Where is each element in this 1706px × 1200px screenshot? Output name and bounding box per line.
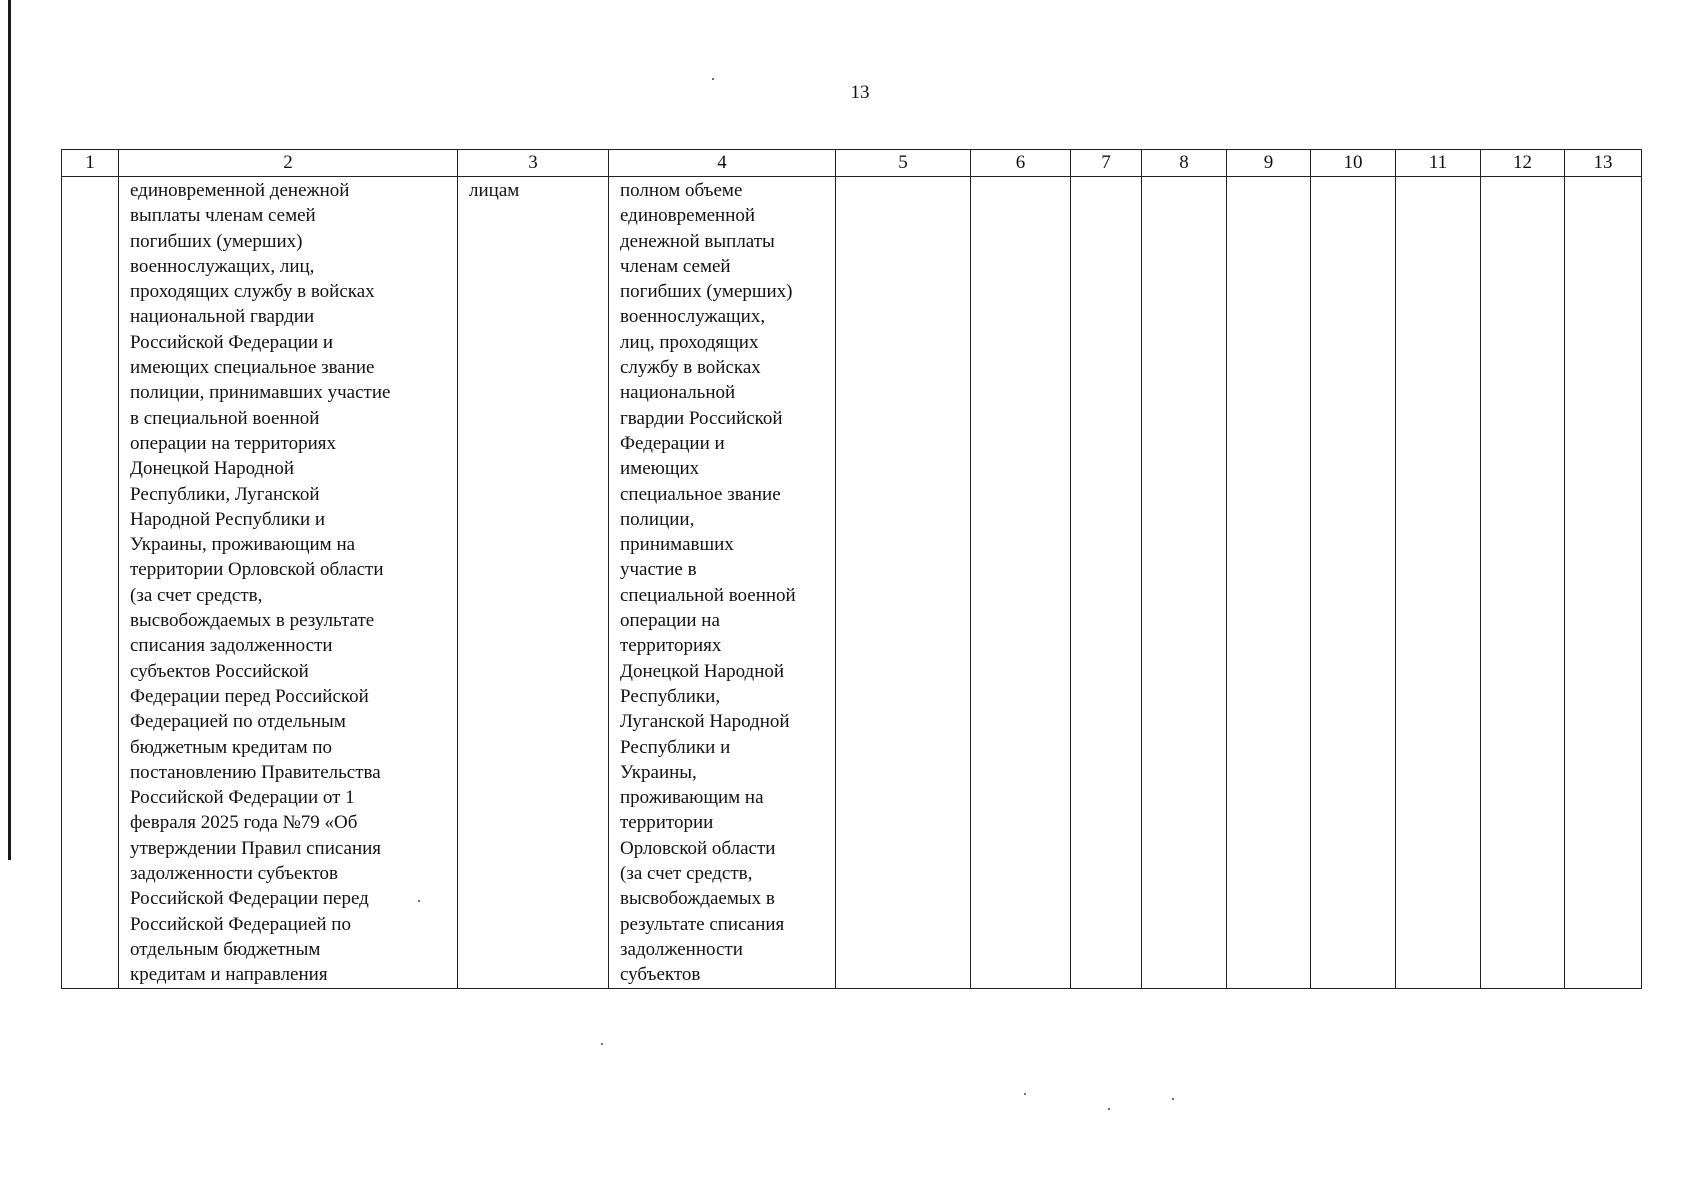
cell-line: в специальной военной (130, 407, 320, 429)
cell-line: бюджетным кредитам по (130, 736, 333, 758)
cell-line: членам семей (620, 255, 731, 277)
cell-line: Украины, проживающим на (130, 534, 356, 556)
cell-line: задолженности (620, 938, 743, 960)
column-header-6: 6 (971, 150, 1071, 177)
cell-line: операции на территориях (130, 432, 337, 454)
cell-line: погибших (умерших) (620, 281, 793, 303)
cell-line: полиции, (620, 508, 695, 530)
cell-line: Донецкой Народной (130, 458, 295, 480)
cell-col-1 (62, 177, 119, 989)
cell-line: Республики и (620, 736, 731, 758)
cell-line: гвардии Российской (620, 407, 783, 429)
cell-line: Российской Федерации и (130, 331, 334, 353)
table-row (62, 177, 1642, 989)
cell-line: Луганской Народной (620, 711, 790, 733)
cell-line: Украины, (620, 761, 697, 783)
cell-line: Народной Республики и (130, 508, 326, 530)
cell-line: имеющих специальное звание (130, 357, 375, 379)
cell-line: Федерацией по отдельным (130, 711, 346, 733)
column-header-10: 10 (1311, 150, 1396, 177)
cell-line: субъектов Российской (130, 660, 309, 682)
cell-line: лицам (469, 180, 520, 201)
cell-line: Федерации перед Российской (130, 685, 369, 707)
cell-line: территории (620, 812, 714, 834)
column-header-2: 2 (119, 150, 458, 177)
cell-line: проходящих службу в войсках (130, 281, 375, 303)
cell-col-13 (1565, 177, 1642, 989)
cell-col-3 (458, 177, 609, 989)
cell-line: принимавших (620, 534, 734, 556)
cell-line: военнослужащих, лиц, (130, 255, 315, 277)
cell-line: Республики, (620, 685, 721, 707)
column-header-12: 12 (1481, 150, 1565, 177)
column-header-8: 8 (1142, 150, 1227, 177)
cell-line: задолженности субъектов (130, 863, 338, 885)
cell-line: Российской Федерацией по (130, 913, 351, 935)
cell-line: национальной гвардии (130, 306, 315, 328)
scan-speck (418, 900, 420, 902)
cell-line: полном объеме (620, 180, 743, 201)
cell-line: субъектов (620, 964, 701, 986)
cell-line: Российской Федерации перед (130, 888, 369, 910)
cell-line: операции на (620, 610, 720, 632)
cell-line: специальное звание (620, 483, 781, 505)
cell-line: погибших (умерших) (130, 230, 303, 252)
column-header-4: 4 (609, 150, 836, 177)
cell-line: специальной военной (620, 584, 796, 606)
cell-col-4 (609, 177, 836, 989)
cell-line: лиц, проходящих (620, 331, 759, 353)
cell-line: Российской Федерации от 1 (130, 787, 355, 809)
column-header-7: 7 (1071, 150, 1142, 177)
cell-line: выплаты членам семей (130, 205, 316, 227)
column-header-1: 1 (62, 150, 119, 177)
cell-line: кредитам и направления (130, 964, 328, 986)
cell-line: постановлению Правительства (130, 761, 381, 783)
scan-speck (1024, 1093, 1026, 1095)
cell-line: Федерации и (620, 432, 725, 454)
scan-edge (8, 0, 11, 860)
cell-line: отдельным бюджетным (130, 938, 321, 960)
column-header-3: 3 (458, 150, 609, 177)
cell-line: территории Орловской области (130, 559, 384, 581)
cell-line: Республики, Луганской (130, 483, 320, 505)
scan-speck (1108, 1108, 1110, 1110)
cell-line: денежной выплаты (620, 230, 775, 252)
header-row (62, 150, 1642, 177)
cell-line: (за счет средств, (620, 863, 753, 885)
cell-line: утверждении Правил списания (130, 837, 382, 859)
scan-speck (601, 1043, 603, 1045)
cell-line: единовременной денежной (130, 180, 350, 201)
cell-line: единовременной (620, 205, 756, 227)
cell-line: списания задолженности (130, 635, 333, 657)
column-header-11: 11 (1396, 150, 1481, 177)
cell-col-5 (836, 177, 971, 989)
cell-line: высвобождаемых в (620, 888, 775, 910)
cell-col-12 (1481, 177, 1565, 989)
cell-line: Донецкой Народной (620, 660, 785, 682)
cell-line: участие в (620, 559, 697, 581)
cell-line: полиции, принимавших участие (130, 382, 391, 404)
cell-col-2 (119, 177, 458, 989)
cell-line: (за счет средств, (130, 584, 263, 606)
cell-line: территориях (620, 635, 722, 657)
column-header-5: 5 (836, 150, 971, 177)
cell-line: результате списания (620, 913, 785, 935)
cell-col-9 (1227, 177, 1311, 989)
document-table (61, 149, 1642, 989)
cell-col-11 (1396, 177, 1481, 989)
column-header-13: 13 (1565, 150, 1642, 177)
cell-line: имеющих (620, 458, 700, 480)
cell-line: Орловской области (620, 837, 776, 859)
cell-col-7 (1071, 177, 1142, 989)
cell-col-6 (971, 177, 1071, 989)
cell-line: февраля 2025 года №79 «Об (130, 812, 358, 834)
scan-speck (1172, 1098, 1174, 1100)
cell-col-10 (1311, 177, 1396, 989)
cell-col-8 (1142, 177, 1227, 989)
page-number: 13 (850, 82, 870, 103)
scan-speck (712, 78, 714, 80)
cell-line: военнослужащих, (620, 306, 766, 328)
cell-line: высвобождаемых в результате (130, 610, 375, 632)
column-header-9: 9 (1227, 150, 1311, 177)
cell-line: проживающим на (620, 787, 764, 809)
cell-line: службу в войсках (620, 357, 761, 379)
cell-line: национальной (620, 382, 736, 404)
